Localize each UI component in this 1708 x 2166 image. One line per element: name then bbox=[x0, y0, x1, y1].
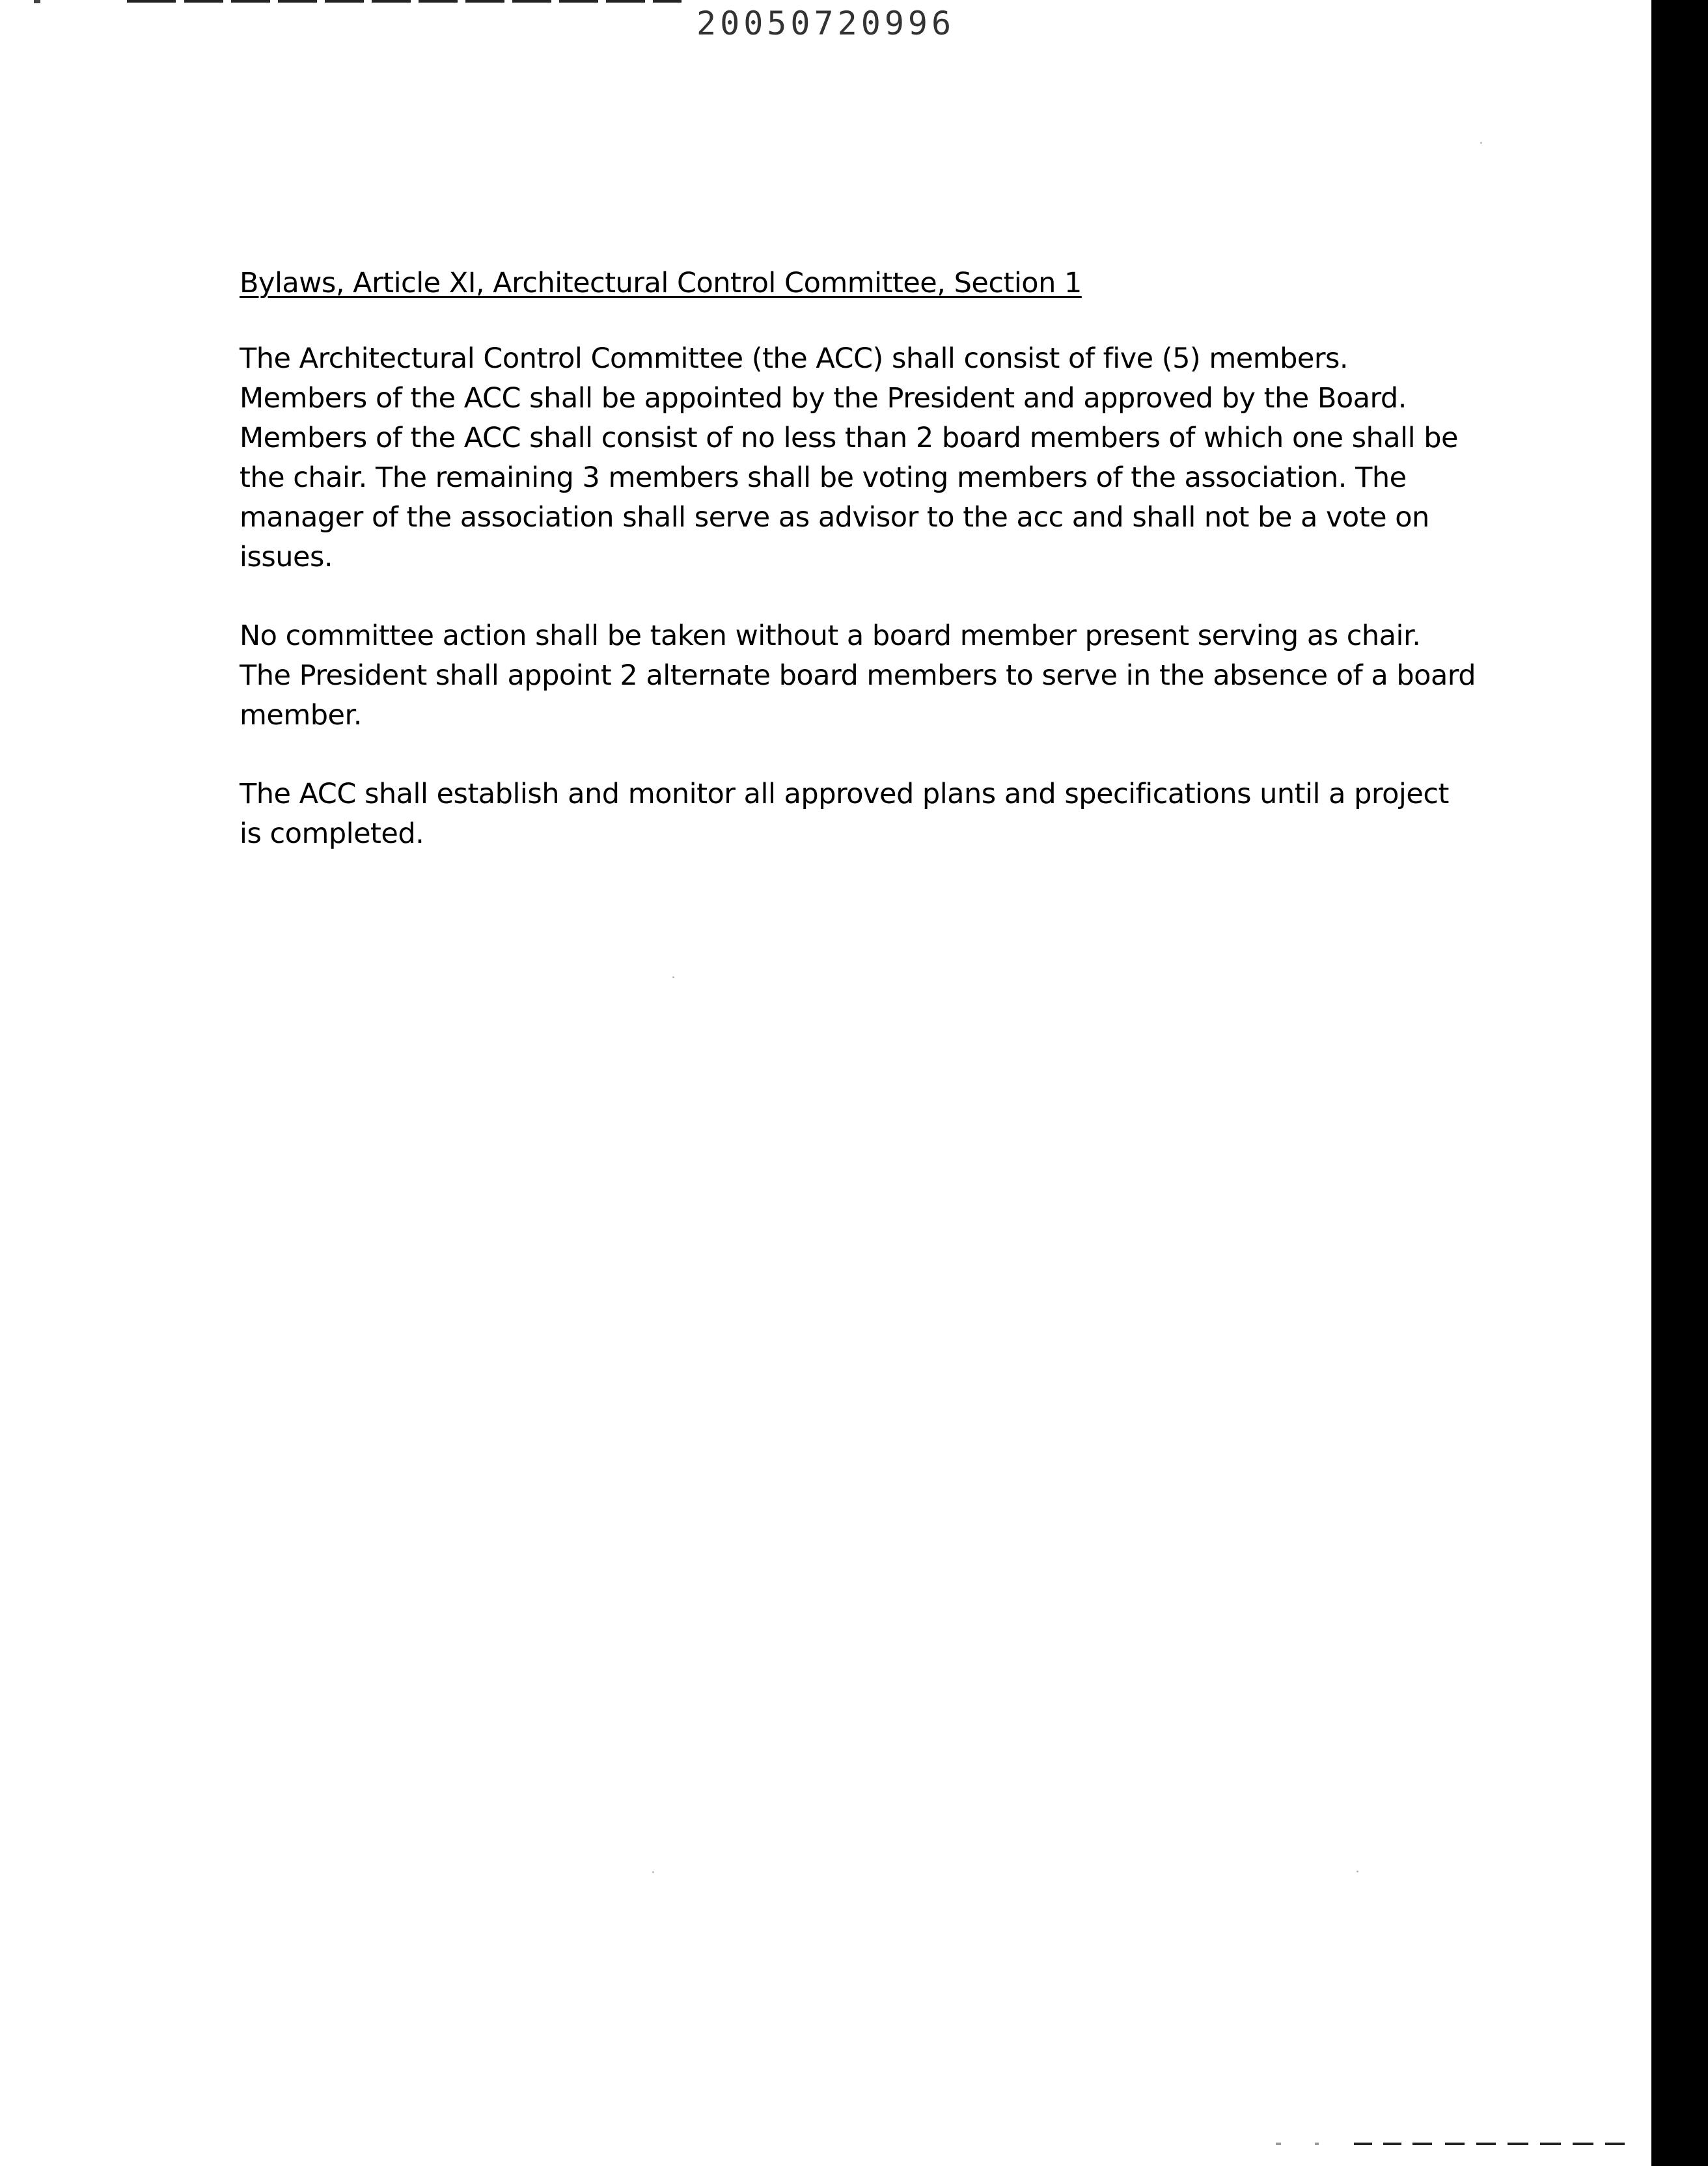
scan-speck bbox=[1480, 142, 1482, 144]
scan-dashes-top bbox=[127, 0, 682, 4]
paragraph-plan-monitoring: The ACC shall establish and monitor all approved plans and specifications until a project is completed. bbox=[240, 778, 1449, 850]
paragraph-committee-action: No committee action shall be taken without a board member present serving as chair. The President shall appoint 2 alternate board members to serve in the absence of a board member. bbox=[240, 620, 1476, 732]
document-stamp-number: 20050720996 bbox=[696, 5, 956, 42]
document-heading: Bylaws, Article XI, Architectural Control Committee, Section 1 bbox=[240, 267, 1082, 299]
paragraph-composition: The Architectural Control Committee (the ACC) shall consist of five (5) members. Members of the ACC shall be appointed by the President and approved by the Board. Members of the ACC shall consist of no less than 2 board members of which one shall be the chair. The remaining 3 members shall be voting members of the association. The manager of the association shall serve as advisor to the acc and shall not be a vote on issues. bbox=[240, 342, 1458, 573]
scan-speck bbox=[1357, 1871, 1358, 1872]
scan-edge-band bbox=[1651, 0, 1708, 2166]
document-body bbox=[240, 264, 1476, 854]
scan-speck bbox=[672, 976, 674, 978]
scan-dashes-bottom bbox=[1276, 2143, 1647, 2146]
scan-speck bbox=[652, 1871, 654, 1873]
scan-mark-left bbox=[34, 0, 40, 3]
